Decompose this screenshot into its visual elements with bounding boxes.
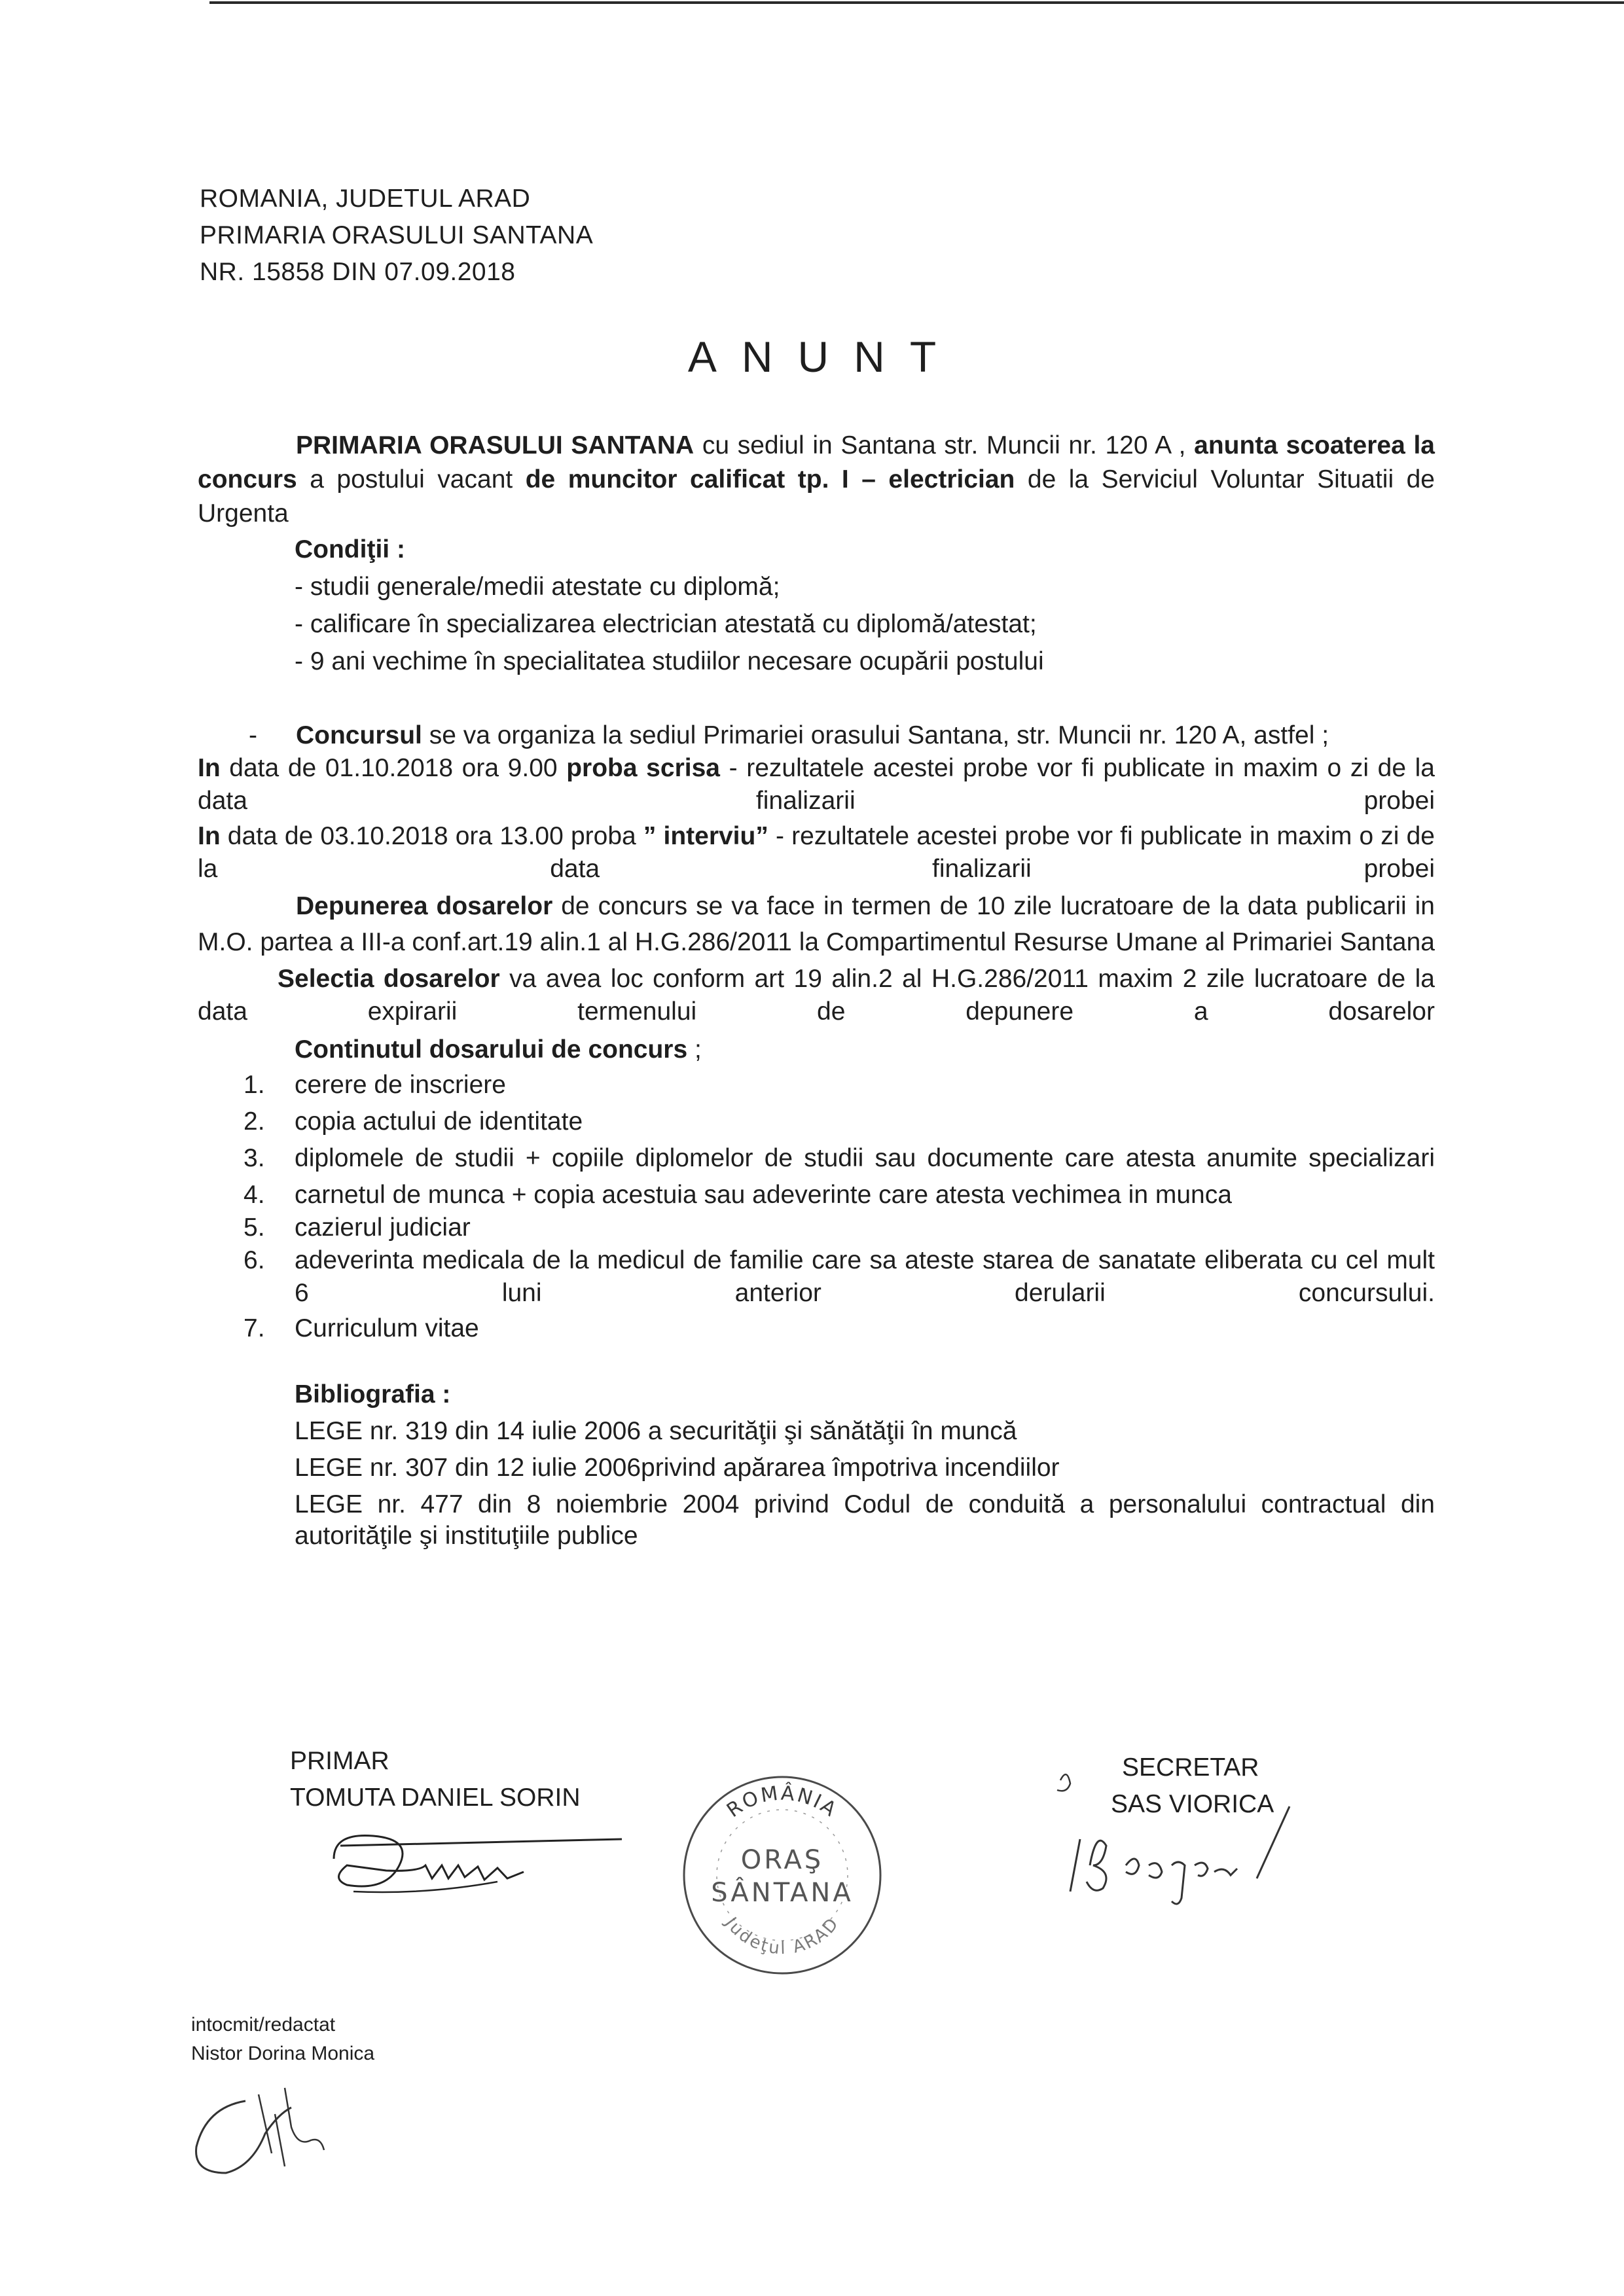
header-institution: PRIMARIA ORASULUI SANTANA [200, 221, 594, 249]
list-item: 4. carnetul de munca + copia acestuia sau adeverinte care atesta vechimea in munca [244, 1181, 1232, 1209]
secretary-name: SAS VIORICA [1111, 1790, 1274, 1818]
list-item: 5. cazierul judiciar [244, 1213, 471, 1242]
stamp-line-1: ORAŞ [740, 1845, 824, 1875]
stamp-line-2: SÂNTANA [711, 1878, 854, 1908]
drafted-label: intocmit/redactat [191, 2014, 336, 2036]
bibliography-heading: Bibliografia : [295, 1380, 451, 1408]
bibliography-section [198, 1376, 1435, 1552]
drafter-handwritten-signature [187, 2075, 344, 2186]
list-item: 2. copia actului de identitate [244, 1107, 583, 1136]
written-test-paragraph: In data de 01.10.2018 ora 9.00 proba scrisa - rezultatele acestei probe vor fi publicate in maxim o zi de la data finalizarii probei [198, 754, 1435, 815]
bibliography-item: LEGE nr. 477 din 8 noiembrie 2004 privind Codul de conduită a personalului contractual din autorităţile şi instituţiile publice [295, 1490, 1435, 1550]
list-item: 7. Curriculum vitae [244, 1314, 479, 1342]
secretary-handwritten-signature [1041, 1767, 1303, 1911]
svg-text:ROMÂNIA [723, 1782, 842, 1823]
dossier-list [198, 1069, 1435, 1345]
intro-org: PRIMARIA ORASULUI SANTANA [296, 431, 695, 459]
document-header [200, 181, 593, 291]
interview-paragraph: In data de 03.10.2018 ora 13.00 proba ” interviu” - rezultatele acestei probe vor fi publicate in maxim o zi de la data finalizarii probei [198, 822, 1435, 883]
list-item: 3. diplomele de studii + copiile diplomelor de studii sau documente care atesta anumite specializari [244, 1144, 1435, 1172]
drafted-by-block [191, 2011, 374, 2068]
list-item: 6. adeverinta medicala de la medicul de familie care sa ateste starea de sanatate eliberata cu cel mult 6 luni anterior derularii concursului. [244, 1246, 1435, 1307]
bibliography-item: LEGE nr. 307 din 12 iulie 2006privind apărarea împotriva incendiilor [295, 1454, 1060, 1482]
secretary-title: SECRETAR [1122, 1753, 1259, 1782]
mayor-name: TOMUTA DANIEL SORIN [290, 1784, 581, 1812]
condition-item: - calificare în specializarea electrician atestată cu diplomă/atestat; [295, 610, 1037, 638]
stamp-top-text: ROMÂNIA [723, 1782, 842, 1823]
official-stamp [677, 1770, 887, 1980]
document-body [198, 429, 1435, 1552]
contest-paragraph: - Concursul se va organiza la sediul Primariei orasului Santana, str. Muncii nr. 120 A, astfel ; [249, 721, 1329, 749]
stamp-bottom-text: Judeţul ARAD [721, 1913, 844, 1959]
selection-paragraph: Selectia dosarelor va avea loc conform art 19 alin.2 al H.G.286/2011 maxim 2 zile lucratoare de la data expirarii termenului de depunere a dosarelor [198, 965, 1435, 1026]
mayor-signature-block [290, 1743, 581, 1816]
drafted-name: Nistor Dorina Monica [191, 2043, 375, 2064]
conditions-section [198, 531, 1435, 680]
top-border-line [209, 1, 1624, 4]
mayor-title: PRIMAR [290, 1747, 389, 1775]
condition-item: - 9 ani vechime în specialitatea studiilor necesare ocupării postului [295, 647, 1044, 675]
conditions-heading: Condiţii : [295, 535, 405, 564]
header-county: ROMANIA, JUDETUL ARAD [200, 185, 531, 213]
bibliography-item: LEGE nr. 319 din 14 iulie 2006 a securităţii şi sănătăţii în muncă [295, 1417, 1017, 1445]
document-title: ANUNT [687, 332, 962, 381]
mayor-handwritten-signature [327, 1820, 635, 1911]
submission-paragraph: Depunerea dosarelor de concurs se va face in termen de 10 zile lucratoare de la data publicarii in M.O. partea a III-a conf.art.19 alin.1 al H.G.286/2011 la Compartimentul Resurse Umane al Primariei Santana [198, 892, 1435, 956]
condition-item: - studii generale/medii atestate cu diplomă; [295, 573, 780, 601]
dossier-heading: Continutul dosarului de concurs ; [295, 1035, 702, 1064]
intro-paragraph: PRIMARIA ORASULUI SANTANA cu sediul in Santana str. Muncii nr. 120 A , anunta scoaterea la concurs a postului vacant de muncitor calificat tp. I – electrician de la Serviciul Voluntar Situatii de Urgenta [198, 431, 1435, 528]
svg-text:Judeţul ARAD [720, 1913, 843, 1959]
list-item: 1. cerere de inscriere [244, 1071, 506, 1099]
header-registration-number: NR. 15858 DIN 07.09.2018 [200, 258, 516, 286]
